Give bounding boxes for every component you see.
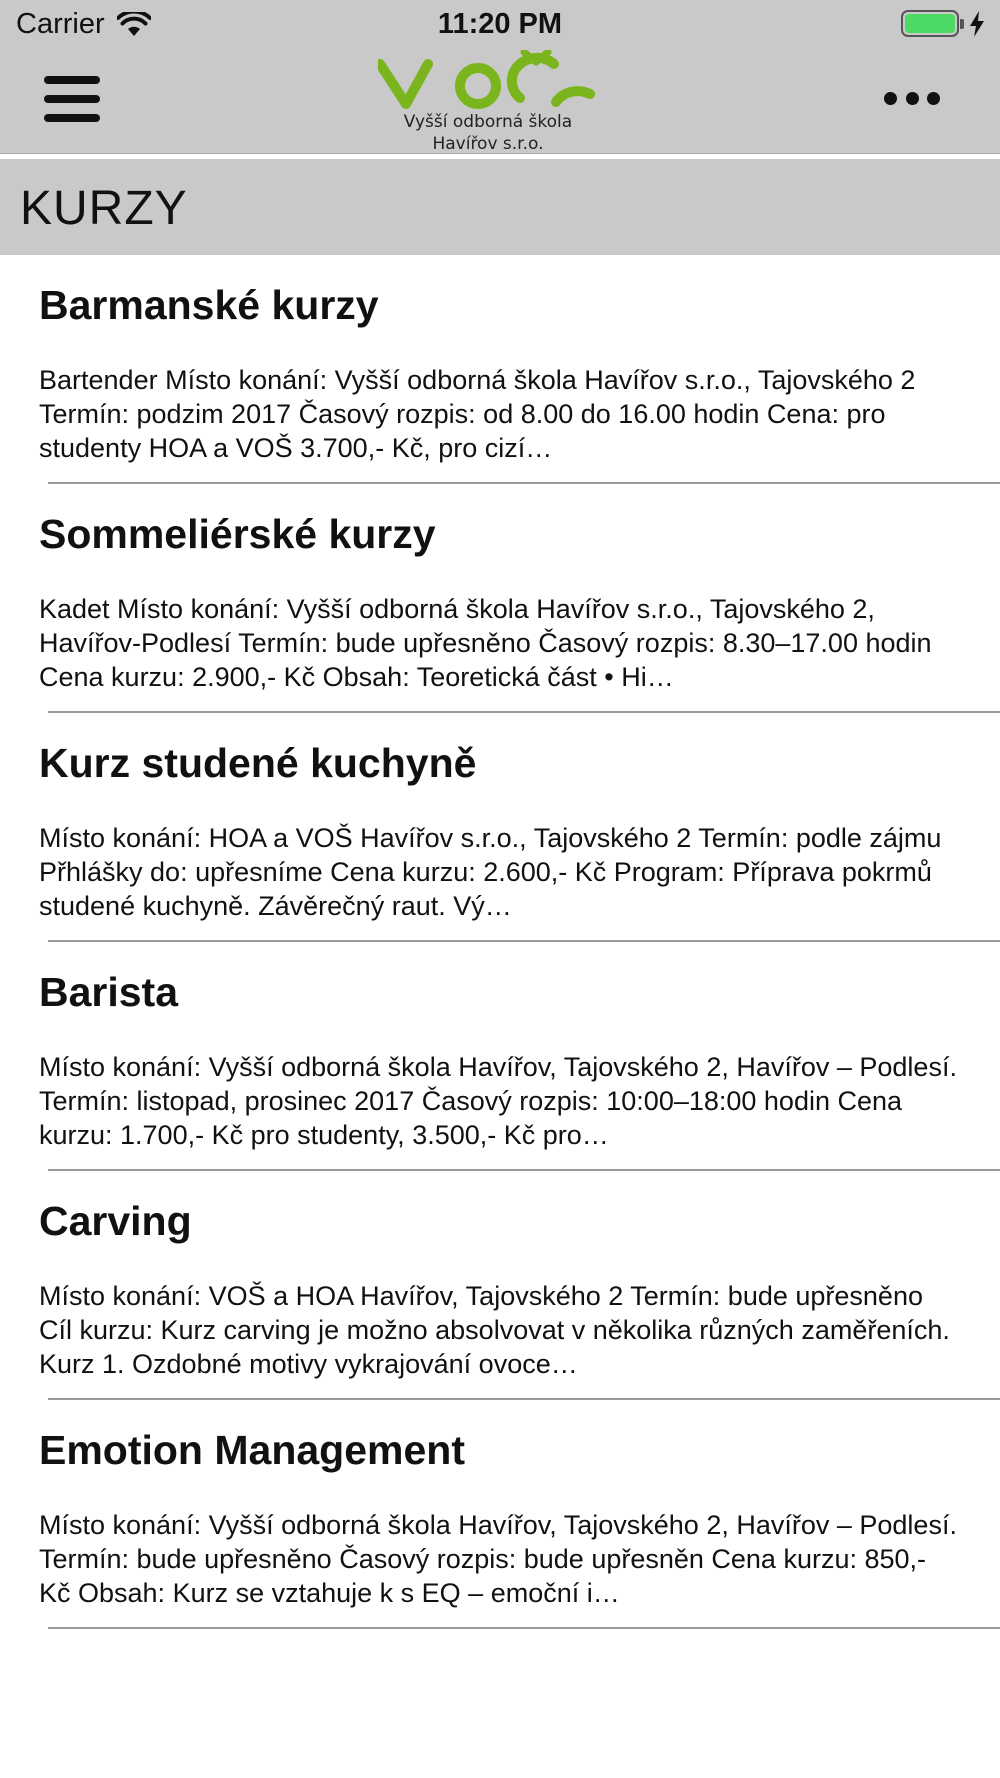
list-item[interactable] (0, 1400, 1000, 1629)
course-description: Bartender Místo konání: Vyšší odborná škola Havířov s.r.o., Tajovského 2 Termín: podzim 2017 Časový rozpis: od 8.00 do 16.00 hodin Cena: pro studenty HOA a VOŠ 3.700,- Kč, pro cizí… (39, 365, 916, 463)
list-item[interactable] (0, 1171, 1000, 1400)
list-item[interactable] (0, 942, 1000, 1171)
course-title: Barmanské kurzy (39, 282, 379, 328)
top-bar (0, 0, 1000, 154)
logo-subtitle-line2: Havířov s.r.o. (432, 134, 544, 154)
list-item[interactable] (0, 255, 1000, 484)
more-horizontal-icon[interactable] (884, 90, 940, 106)
battery-icon (901, 10, 959, 37)
course-title: Kurz studené kuchyně (39, 740, 477, 786)
course-title: Emotion Management (39, 1427, 465, 1473)
course-description: Místo konání: VOŠ a HOA Havířov, Tajovského 2 Termín: bude upřesněno Cíl kurzu: Kurz carving je možno absolvovat v několika různých zaměřeních. Kurz 1. Ozdobné motivy vykrajování ovoce… (39, 1281, 950, 1379)
logo-mark (378, 50, 598, 112)
course-title: Carving (39, 1198, 192, 1244)
status-time: 11:20 PM (437, 8, 563, 40)
list-item[interactable] (0, 713, 1000, 942)
section-header (0, 159, 1000, 255)
course-description: Místo konání: Vyšší odborná škola Havířov, Tajovského 2, Havířov – Podlesí. Termín: bude upřesněno Časový rozpis: bude upřesněn Cena kurzu: 850,- Kč Obsah: Kurz se vztahuje k s EQ – emoční i… (39, 1510, 957, 1608)
hamburger-icon[interactable] (44, 76, 100, 122)
course-list (0, 255, 1000, 1629)
battery-tip (960, 19, 964, 29)
course-description: Místo konání: Vyšší odborná škola Havířov, Tajovského 2, Havířov – Podlesí. Termín: listopad, prosinec 2017 Časový rozpis: 10:00–18:00 hodin Cena kurzu: 1.700,- Kč pro studenty, 3.500,- Kč pro… (39, 1052, 957, 1150)
course-title: Sommeliérské kurzy (39, 511, 436, 557)
school-logo (378, 50, 598, 154)
course-title: Barista (39, 969, 179, 1015)
list-item[interactable] (0, 484, 1000, 713)
logo-subtitle-line1: Vyšší odborná škola (403, 112, 573, 132)
carrier-label: Carrier (16, 8, 105, 40)
course-description: Kadet Místo konání: Vyšší odborná škola Havířov s.r.o., Tajovského 2, Havířov-Podlesí Termín: bude upřesněno Časový rozpis: 8.30–17.00 hodin Cena kurzu: 2.900,- Kč Obsah: Teoretická část • Hi… (39, 594, 932, 692)
status-bar (0, 0, 1000, 50)
charging-bolt-icon (970, 11, 984, 37)
course-description: Místo konání: HOA a VOŠ Havířov s.r.o., Tajovského 2 Termín: podle zájmu Přhlášky do: upřesníme Cena kurzu: 2.600,- Kč Program: Příprava pokrmů studené kuchyně. Závěrečný raut. Vý… (39, 823, 942, 921)
list-divider (48, 1627, 1000, 1629)
battery-level (905, 14, 955, 33)
battery-indicator (901, 10, 984, 37)
nav-bar (0, 50, 1000, 154)
page-title: KURZY (20, 182, 188, 235)
